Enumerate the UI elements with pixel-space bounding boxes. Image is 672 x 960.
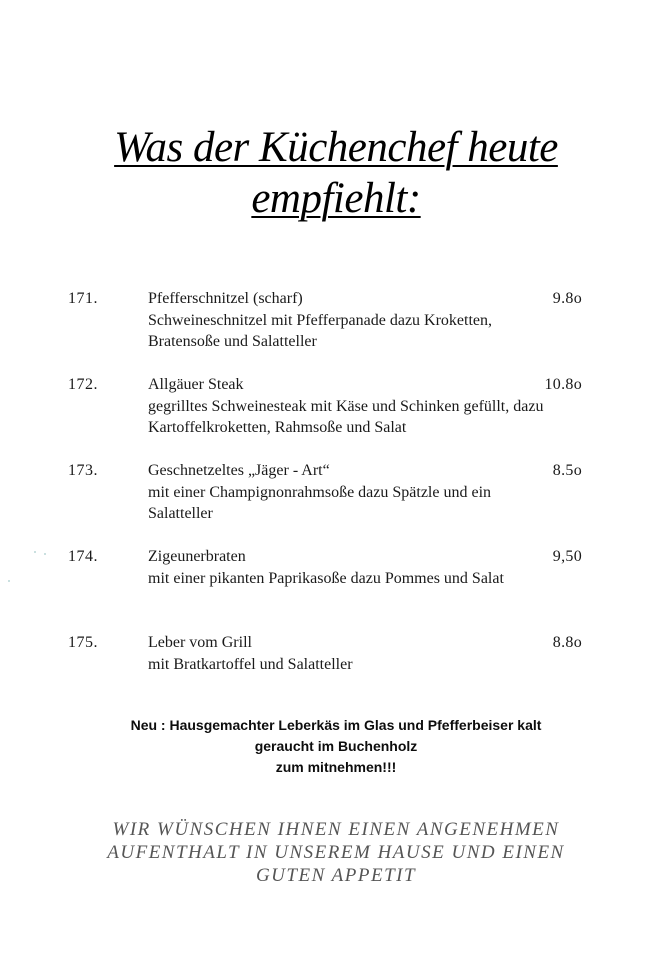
menu-item-description-line: Bratensoße und Salatteller <box>148 333 317 350</box>
page-title-text-1: Was der Küchenchef heute <box>114 124 558 171</box>
menu-item-price: 9,50 <box>552 548 582 565</box>
page-title-text-2: empfiehlt: <box>251 175 421 222</box>
menu-item-price: 10.8o <box>544 376 582 393</box>
special-note-line-2: geraucht im Buchenholz <box>254 738 418 754</box>
menu-item-number: 174. <box>68 548 98 565</box>
menu-item-171 <box>0 288 672 374</box>
menu-item-name: Geschnetzeltes „Jäger - Art“ <box>148 462 330 479</box>
menu-item-description-line: Salatteller <box>148 505 213 522</box>
special-note <box>0 715 672 778</box>
menu-item-description-line: Kartoffelkroketten, Rahmsoße und Salat <box>148 419 407 436</box>
menu-item-description <box>148 396 588 438</box>
menu-item-number: 173. <box>68 462 98 479</box>
menu-item-174 <box>0 546 672 632</box>
farewell-line-2: AUFENTHALT IN UNSEREM HAUSE UND EINEN <box>107 842 565 863</box>
menu-item-175 <box>0 632 672 718</box>
menu-item-price: 8.8o <box>552 634 582 651</box>
special-note-line-3: zum mitnehmen!!! <box>275 759 397 775</box>
menu-item-price: 9.8o <box>552 290 582 307</box>
menu-item-description-line: gegrilltes Schweinesteak mit Käse und Schinken gefüllt, dazu <box>148 398 544 415</box>
menu-item-number: 172. <box>68 376 98 393</box>
menu-item-number: 171. <box>68 290 98 307</box>
menu-list <box>0 288 672 718</box>
menu-item-name: Zigeunerbraten <box>148 548 246 565</box>
menu-item-description-line: Schweineschnitzel mit Pfefferpanade dazu Kroketten, <box>148 312 493 329</box>
menu-item-name: Allgäuer Steak <box>148 376 244 393</box>
menu-item-description <box>148 482 588 524</box>
page-title-line-1 <box>0 123 672 173</box>
farewell-line-3: GUTEN APPETIT <box>255 865 417 886</box>
page-title-line-2 <box>0 174 672 224</box>
menu-item-description <box>148 310 588 352</box>
menu-item-price: 8.5o <box>552 462 582 479</box>
menu-item-description-line: mit einer Champignonrahmsoße dazu Spätzle und ein <box>148 484 492 501</box>
menu-item-name: Pfefferschnitzel (scharf) <box>148 290 303 307</box>
menu-item-number: 175. <box>68 634 98 651</box>
farewell-message <box>0 818 672 887</box>
menu-item-173 <box>0 460 672 546</box>
menu-item-172 <box>0 374 672 460</box>
farewell-line-1: WIR WÜNSCHEN IHNEN EINEN ANGENEHMEN <box>112 819 560 840</box>
scan-speck <box>8 580 10 582</box>
menu-item-description <box>148 568 588 589</box>
menu-item-name: Leber vom Grill <box>148 634 252 651</box>
special-note-line-1: Neu : Hausgemachter Leberkäs im Glas und Pfefferbeiser kalt <box>130 717 542 733</box>
menu-item-description <box>148 654 588 675</box>
menu-item-description-line: mit einer pikanten Paprikasoße dazu Pommes und Salat <box>148 570 504 587</box>
scan-speck <box>34 551 36 553</box>
menu-item-description-line: mit Bratkartoffel und Salatteller <box>148 656 353 673</box>
scan-speck <box>44 553 46 555</box>
